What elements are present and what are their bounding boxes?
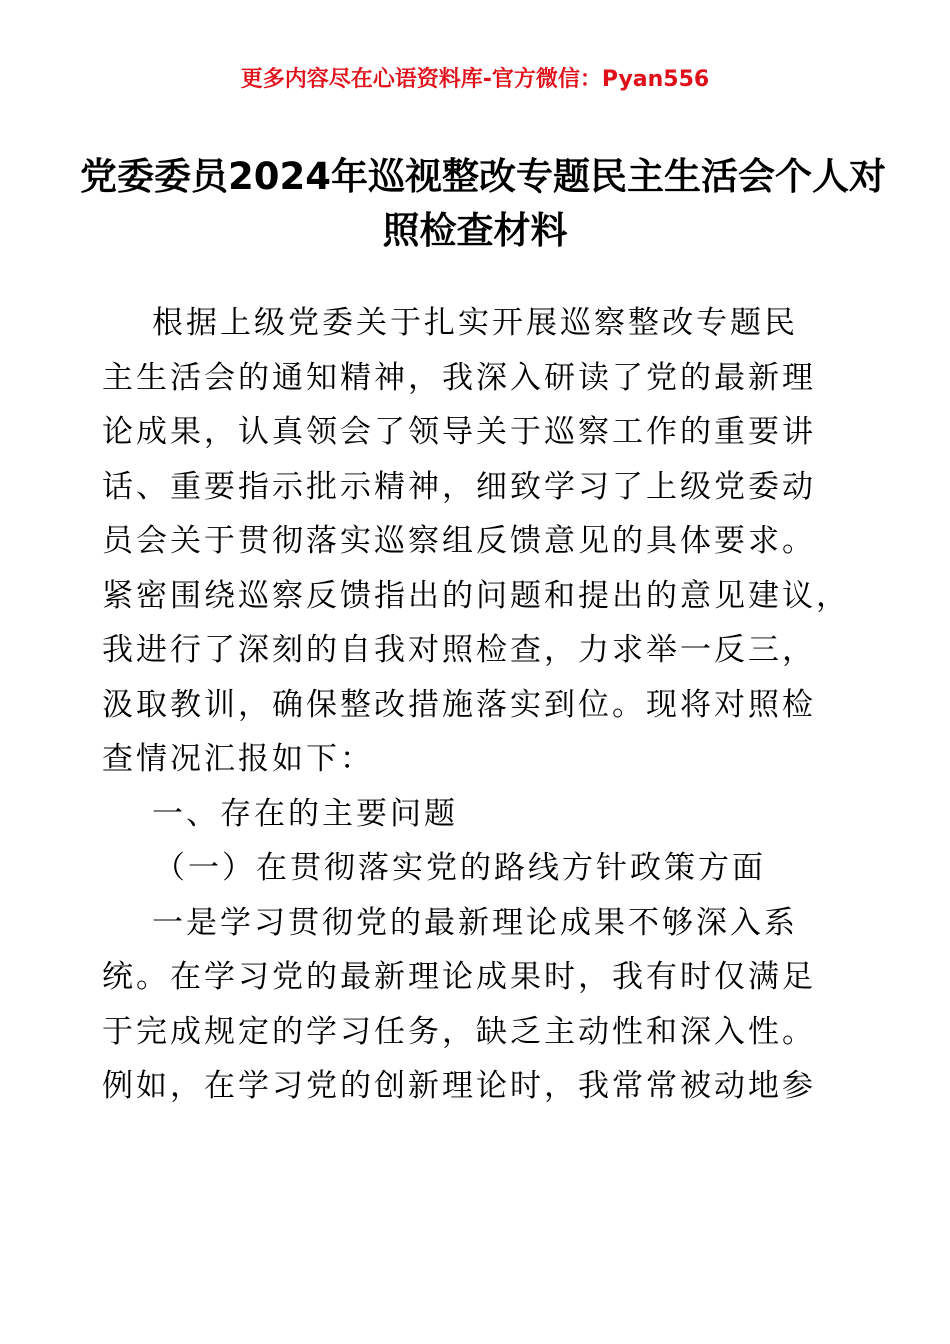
document-body [102, 296, 862, 1114]
section-heading: 一、存在的主要问题 [152, 795, 458, 832]
body-line: 主生活会的通知精神，我深入研读了党的最新理 [102, 359, 816, 396]
promo-banner: 更多内容尽在心语资料库-官方微信：Pyan556 [240, 67, 710, 92]
body-line: 例如，在学习党的创新理论时，我常常被动地参 [102, 1068, 816, 1104]
body-line: 于完成规定的学习任务，缺乏主动性和深入性。 [102, 1013, 816, 1050]
body-line: 话、重要指示批示精神，细致学习了上级党委动 [102, 468, 816, 505]
body-line: 员会关于贯彻落实巡察组反馈意见的具体要求。 [102, 523, 816, 559]
body-line: 我进行了深刻的自我对照检查，力求举一反三， [102, 632, 816, 668]
body-line: 根据上级党委关于扎实开展巡察整改专题民 [152, 305, 798, 341]
document-title [80, 150, 886, 258]
title-line-2: 照检查材料 [382, 209, 568, 252]
subsection-heading: （一）在贯彻落实党的路线方针政策方面 [154, 850, 766, 886]
title-line-1: 党委委员2024年巡视整改专题民主生活会个人对 [80, 155, 886, 198]
body-line: 论成果，认真领会了领导关于巡察工作的重要讲 [102, 414, 816, 450]
body-line: 统。在学习党的最新理论成果时，我有时仅满足 [102, 959, 816, 995]
body-line: 紧密围绕巡察反馈指出的问题和提出的意见建议， [102, 577, 850, 614]
body-line: 汲取教训，确保整改措施落实到位。现将对照检 [102, 686, 816, 723]
body-line: 一是学习贯彻党的最新理论成果不够深入系 [152, 904, 798, 941]
body-line: 查情况汇报如下： [102, 741, 374, 777]
